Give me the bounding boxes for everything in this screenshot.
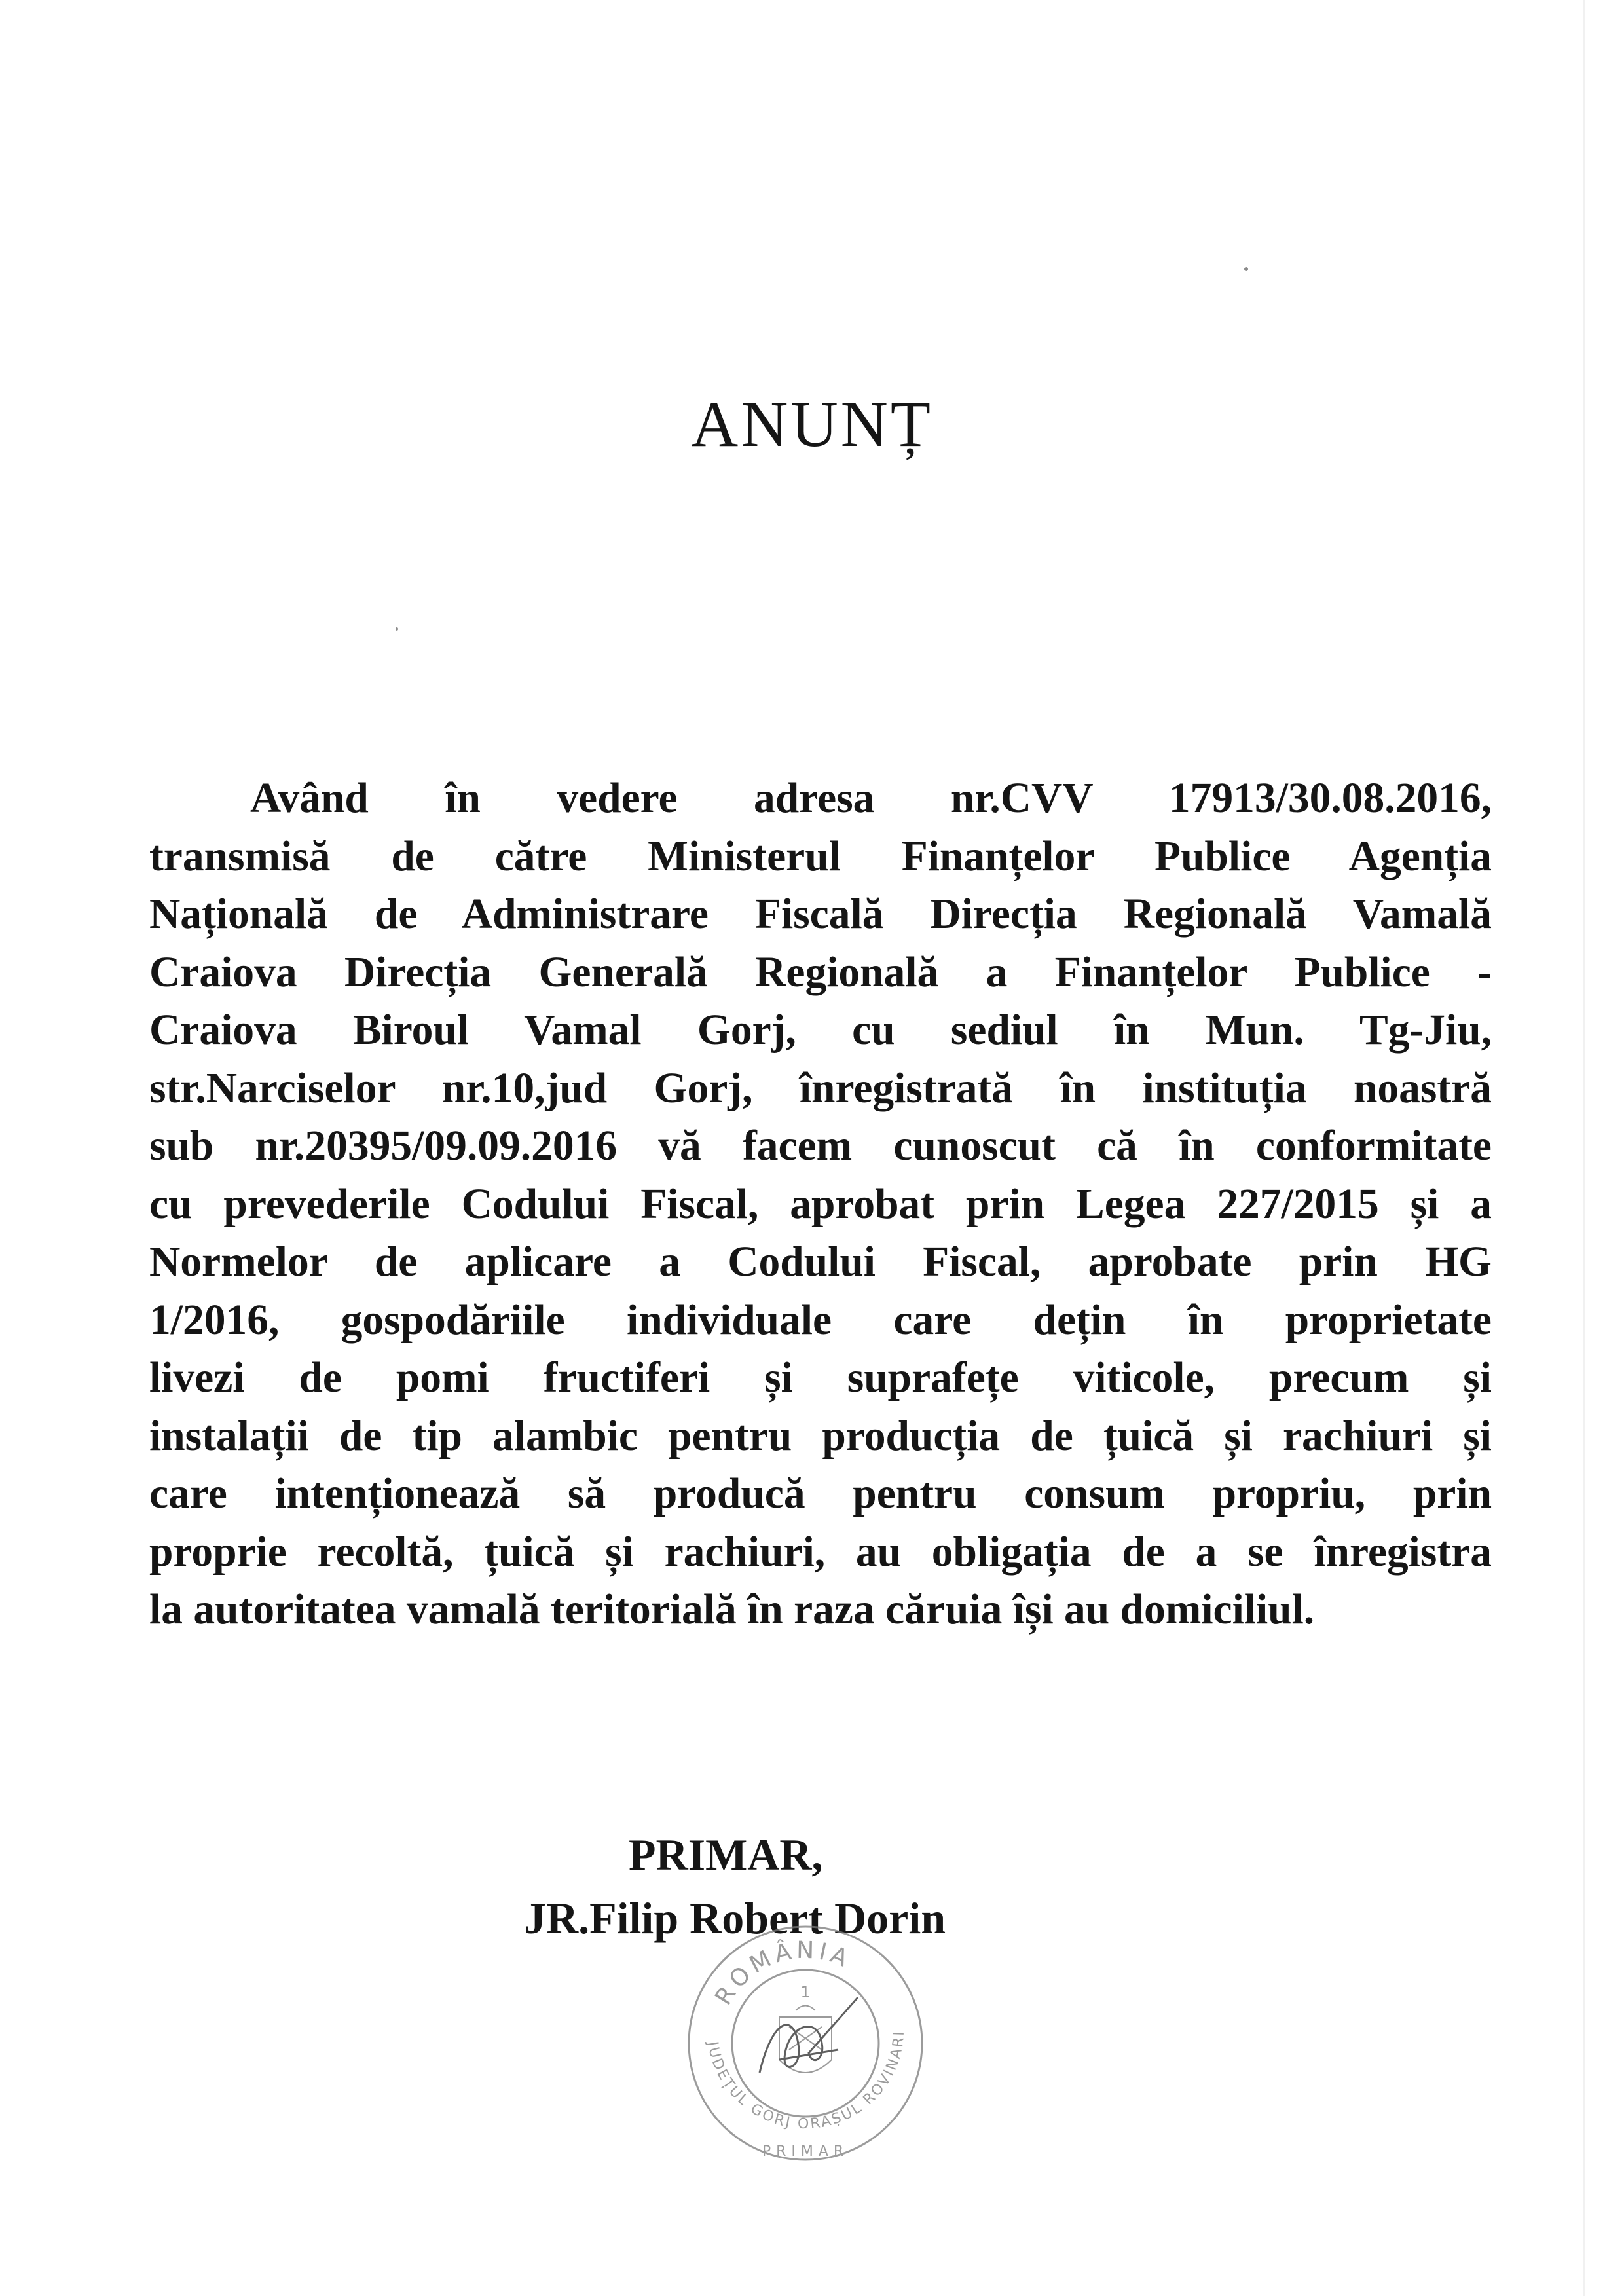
coat-of-arms-icon [779, 2006, 832, 2073]
announcement-body [149, 769, 1492, 1639]
body-line: Normelor de aplicare a Codului Fiscal, aprobate prin HG [149, 1238, 1492, 1286]
stamp-footer-text: PRIMAR [762, 2143, 849, 2160]
body-line: transmisă de către Ministerul Finanțelor Publice Agenția [149, 832, 1492, 880]
body-line: livezi de pomi fructiferi și suprafețe viticole, precum și [149, 1354, 1492, 1401]
body-line: la autoritatea vamală teritorială în raza căruia își au domiciliul. [149, 1586, 1315, 1633]
signature-role: PRIMAR, [629, 1830, 823, 1879]
body-line: Craiova Biroul Vamal Gorj, cu sediul în Mun. Tg-Jiu, [149, 1007, 1492, 1054]
body-line: instalații de tip alambic pentru producția de țuică și rachiuri și [149, 1412, 1492, 1460]
body-line: str.Narciselor nr.10,jud Gorj, înregistrată în instituția noastră [149, 1064, 1492, 1112]
body-line: cu prevederile Codului Fiscal, aprobat prin Legea 227/2015 și a [149, 1180, 1492, 1228]
body-line: Craiova Direcția Generală Regională a Finanțelor Publice - [149, 948, 1492, 996]
scan-edge-line [1583, 0, 1585, 2296]
body-line: Având în vedere adresa nr.CVV 17913/30.08.2016, [250, 775, 1492, 822]
body-line: care intenționează să producă pentru consum propriu, prin [149, 1470, 1492, 1517]
scan-speck [1244, 267, 1248, 271]
page-title: ANUNȚ [691, 388, 933, 460]
signature-scribble-icon [760, 1997, 858, 2073]
body-line: proprie recoltă, țuică și rachiuri, au obligația de a se înregistra [149, 1528, 1492, 1576]
stamp-bottom-text: JUDEȚUL GORJ ORAȘUL ROVINARI [704, 2029, 908, 2133]
body-line: sub nr.20395/09.09.2016 vă facem cunoscut că în conformitate [149, 1122, 1492, 1170]
signature-name: JR.Filip Robert Dorin [524, 1893, 946, 1943]
scan-speck [396, 627, 398, 631]
body-line: Națională de Administrare Fiscală Direcția Regională Vamală [149, 891, 1492, 938]
stamp-center-number: 1 [800, 1983, 811, 2001]
body-line: 1/2016, gospodăriile individuale care dețin în proprietate [149, 1296, 1492, 1344]
official-stamp [681, 1919, 930, 2168]
stamp-top-text: ROMÂNIA [710, 1936, 856, 2010]
